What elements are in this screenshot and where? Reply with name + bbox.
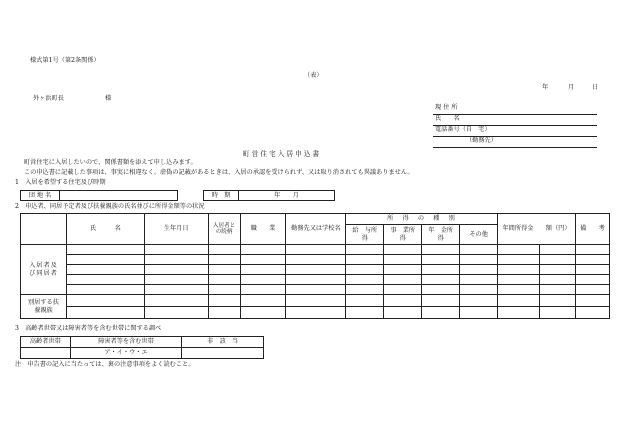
household-cell[interactable] [66, 245, 144, 255]
period-input[interactable]: 年 月 [239, 191, 335, 201]
household-cell[interactable] [384, 285, 422, 295]
household-cell[interactable] [66, 275, 144, 285]
header-job: 職 業 [240, 214, 286, 245]
household-cell[interactable] [346, 265, 384, 275]
household-cell[interactable] [460, 275, 498, 285]
household-cell[interactable] [540, 285, 576, 295]
name-label: 氏 名 [435, 115, 460, 122]
dependent-cell[interactable] [540, 295, 576, 307]
household-cell[interactable] [460, 245, 498, 255]
household-cell[interactable] [575, 275, 609, 285]
dependent-cell[interactable] [144, 295, 208, 307]
household-cell[interactable] [575, 245, 609, 255]
dependent-cell[interactable] [240, 307, 286, 319]
section3-heading: 3 高齢者世帯又は障害者等を含む世帯に関する調べ [15, 325, 162, 332]
dependent-cell[interactable] [286, 295, 346, 307]
household-cell[interactable] [498, 285, 540, 295]
header-blank [21, 214, 67, 245]
header-remarks: 備 考 [575, 214, 609, 245]
household-cell[interactable] [540, 265, 576, 275]
dependent-cell[interactable] [346, 307, 384, 319]
col-disabled: 障害者等を含む世帯 [70, 337, 182, 348]
work-phone-label: （勤務先） [466, 137, 497, 144]
header-name: 氏 名 [66, 214, 144, 245]
household-cell[interactable] [208, 245, 240, 255]
household-cell[interactable] [384, 255, 422, 265]
household-cell[interactable] [422, 285, 460, 295]
intro-line-1: 町営住宅に入居したいので、関係書類を添えて申し込みます。 [24, 159, 197, 166]
header-salary: 給 与所 得 [346, 225, 384, 245]
household-cell[interactable] [422, 255, 460, 265]
dependent-cell[interactable] [384, 295, 422, 307]
household-cell[interactable] [575, 265, 609, 275]
household-cell[interactable] [422, 265, 460, 275]
dependent-cell[interactable] [498, 307, 540, 319]
header-other: その他 [460, 225, 498, 245]
household-cell[interactable] [208, 255, 240, 265]
household-cell[interactable] [460, 255, 498, 265]
household-cell[interactable] [540, 245, 576, 255]
dependent-cell[interactable] [422, 307, 460, 319]
dependent-cell[interactable] [575, 295, 609, 307]
dependent-cell[interactable] [66, 307, 144, 319]
complex-name-label: 団 地 名 [21, 191, 60, 201]
phone-label: 電話番号（自 宅） [435, 126, 491, 133]
household-cell[interactable] [498, 245, 540, 255]
household-cell[interactable] [144, 285, 208, 295]
household-cell[interactable] [240, 275, 286, 285]
form-number: 様式第1号（第2条関係） [30, 57, 100, 64]
household-cell[interactable] [346, 245, 384, 255]
household-cell[interactable] [144, 255, 208, 265]
household-cell[interactable] [240, 265, 286, 275]
household-income-table [20, 213, 610, 319]
section1-heading: 1 入居を希望する住宅及び時期 [15, 179, 106, 186]
household-cell[interactable] [346, 255, 384, 265]
dependent-cell[interactable] [575, 307, 609, 319]
disabled-choice[interactable]: ア・イ・ウ・エ [70, 348, 182, 359]
household-cell[interactable] [240, 255, 286, 265]
household-cell[interactable] [66, 265, 144, 275]
household-cell[interactable] [460, 285, 498, 295]
dependent-cell[interactable] [498, 295, 540, 307]
complex-name-box [20, 190, 178, 201]
honorific: 様 [105, 95, 112, 102]
household-cell[interactable] [540, 275, 576, 285]
household-cell[interactable] [346, 275, 384, 285]
dependent-cell[interactable] [240, 295, 286, 307]
dependent-cell[interactable] [540, 307, 576, 319]
household-cell[interactable] [575, 285, 609, 295]
complex-name-input[interactable] [60, 191, 178, 201]
household-cell[interactable] [384, 275, 422, 285]
dependent-cell[interactable] [460, 295, 498, 307]
household-cell[interactable] [66, 255, 144, 265]
work-phone-underline [433, 147, 597, 148]
elderly-cell[interactable] [21, 348, 71, 359]
dependent-cell[interactable] [346, 295, 384, 307]
dependent-cell[interactable] [208, 295, 240, 307]
row-group-dependents: 別居する扶養親族 [21, 295, 67, 319]
household-cell[interactable] [540, 255, 576, 265]
household-cell[interactable] [384, 265, 422, 275]
section2-heading: 2 申込者、同居予定者及び扶養親族の氏名並びに所得金額等の状況 [15, 203, 205, 210]
intro-line-2: この申込書に記載した事項は、事実に相違なく、虚偽の記載があるときは、入居の承認を受けられず、又は取り消されても異議ありません。 [24, 169, 414, 176]
household-cell[interactable] [240, 285, 286, 295]
date-year: 年 [542, 84, 549, 91]
household-cell[interactable] [460, 265, 498, 275]
household-cell[interactable] [286, 285, 346, 295]
header-relation: 入居者との続柄 [208, 214, 240, 245]
dependent-cell[interactable] [66, 295, 144, 307]
date-month: 月 [568, 84, 575, 91]
household-cell[interactable] [384, 245, 422, 255]
household-cell[interactable] [286, 255, 346, 265]
header-annual-income: 年間所得金 額（円） [498, 214, 576, 245]
household-cell[interactable] [498, 275, 540, 285]
address-label: 現 住 所 [435, 104, 458, 111]
household-cell[interactable] [208, 265, 240, 275]
household-cell[interactable] [286, 275, 346, 285]
household-cell[interactable] [144, 275, 208, 285]
not-applicable-cell[interactable] [182, 348, 264, 359]
household-cell[interactable] [498, 255, 540, 265]
face-label: （表） [304, 72, 323, 79]
phone-underline [433, 136, 597, 137]
addressee: 外ヶ浜町長 [33, 95, 64, 102]
household-cell[interactable] [422, 275, 460, 285]
household-type-table [20, 336, 264, 359]
header-workplace: 勤務先又は学校名 [286, 214, 346, 245]
household-cell[interactable] [240, 245, 286, 255]
household-cell[interactable] [346, 285, 384, 295]
row-group-household: 入居者及び同居者 [21, 245, 67, 295]
household-cell[interactable] [575, 255, 609, 265]
dependent-cell[interactable] [384, 307, 422, 319]
header-income-kind: 所 得 の 種 別 [346, 214, 498, 225]
period-label: 時 期 [204, 191, 239, 201]
household-cell[interactable] [144, 245, 208, 255]
household-cell[interactable] [498, 265, 540, 275]
header-business: 事 業所 得 [384, 225, 422, 245]
header-birthdate: 生年月日 [144, 214, 208, 245]
household-cell[interactable] [208, 285, 240, 295]
household-cell[interactable] [208, 275, 240, 285]
household-cell[interactable] [144, 265, 208, 275]
household-cell[interactable] [286, 245, 346, 255]
household-cell[interactable] [422, 245, 460, 255]
col-elderly: 高齢者世帯 [21, 337, 71, 348]
footer-note: 注 申告書の記入に当たっては、裏の注意事項をよく読むこと。 [15, 361, 195, 368]
household-cell[interactable] [286, 265, 346, 275]
date-day: 日 [592, 84, 599, 91]
header-pension: 年 金所 得 [422, 225, 460, 245]
dependent-cell[interactable] [460, 307, 498, 319]
form-title: 町 営 住 宅 入 居 申 込 書 [243, 150, 320, 158]
dependent-cell[interactable] [144, 307, 208, 319]
dependent-cell[interactable] [422, 295, 460, 307]
col-not-applicable: 非 該 当 [182, 337, 264, 348]
period-box [203, 190, 335, 201]
dependent-cell[interactable] [208, 307, 240, 319]
dependent-cell[interactable] [286, 307, 346, 319]
household-cell[interactable] [66, 285, 144, 295]
